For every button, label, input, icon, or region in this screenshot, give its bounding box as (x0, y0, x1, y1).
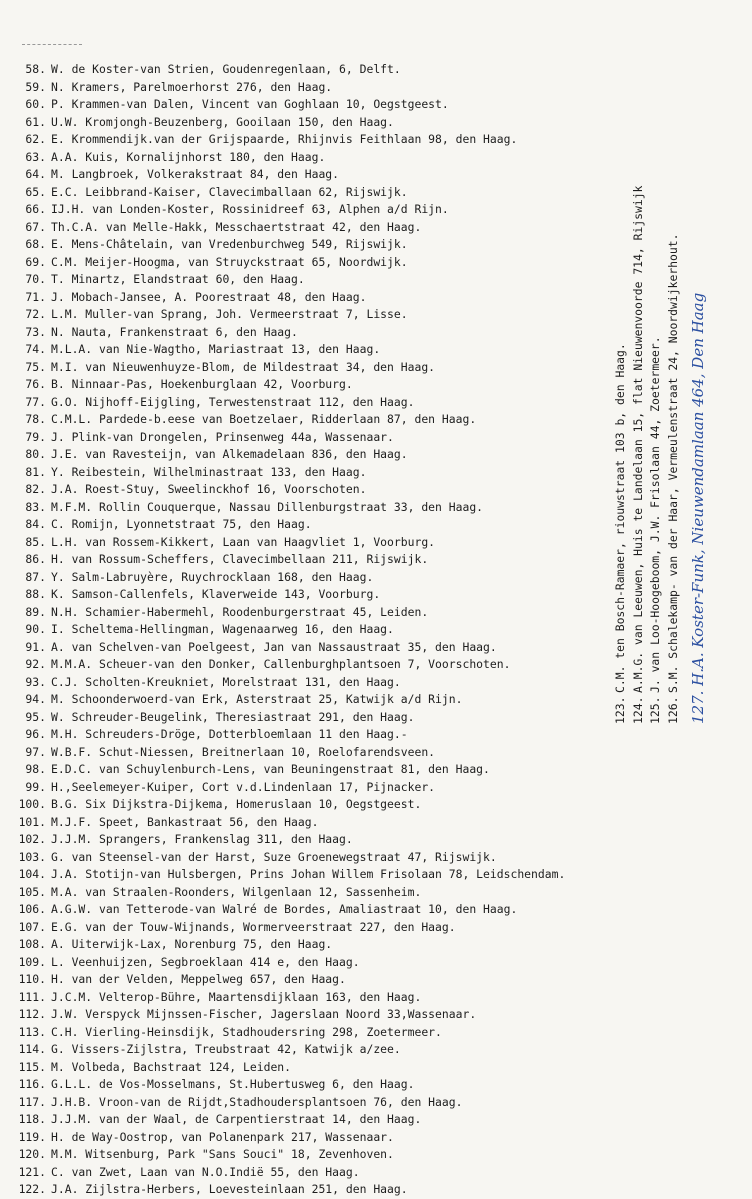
entry-number: 93. (25, 674, 46, 689)
entry-number: 115. (18, 1059, 46, 1074)
entry-text: A. Uiterwijk-Lax, Norenburg 75, den Haag. (51, 937, 333, 951)
list-item (18, 691, 638, 709)
entry-text: M.A. van Straalen-Roonders, Wilgenlaan 12, Sassenheim. (51, 884, 422, 899)
entry-text: Y. Reibestein, Wilhelminastraat 133, den Haag. (51, 464, 367, 479)
entry-text: E.C. Leibbrand-Kaiser, Clavecimballaan 62, Rijswijk. (51, 184, 408, 199)
entry-text: J.J.M. Sprangers, Frankenslag 311, den Haag. (51, 832, 353, 846)
list-item (18, 1164, 638, 1182)
list-item (665, 24, 683, 724)
list-item (18, 1094, 638, 1112)
entry-text: C.M.L. Pardede-b.eese van Boetzelaer, Ridderlaan 87, den Haag. (51, 412, 477, 426)
list-item (18, 674, 638, 692)
entry-text: C.J. Scholten-Kreukniet, Morelstraat 131, den Haag. (51, 674, 401, 689)
entry-number: 116. (18, 1077, 46, 1091)
entry-number: 97. (25, 744, 46, 759)
list-item (18, 236, 638, 254)
entry-number: 62. (25, 132, 46, 146)
entry-number: 109. (18, 954, 46, 969)
entry-text: W.B.F. Schut-Niessen, Breitnerlaan 10, Roelofarendsveen. (51, 744, 436, 759)
list-item (18, 394, 638, 412)
entry-number: 98. (25, 762, 46, 776)
entry-number: 73. (25, 324, 46, 339)
entry-number: 61. (25, 114, 46, 129)
list-item (612, 24, 630, 724)
entry-number: 101. (18, 814, 46, 829)
entry-number: 117. (18, 1094, 46, 1109)
entry-text: K. Samson-Callenfels, Klaverweide 143, Voorburg. (51, 587, 381, 601)
entry-number: 90. (25, 622, 46, 636)
entry-number: 83. (25, 499, 46, 514)
list-item (630, 24, 648, 724)
entry-text: U.W. Kromjongh-Beuzenberg, Gooilaan 150, den Haag. (51, 114, 394, 129)
list-item (18, 481, 638, 499)
list-item (18, 1129, 638, 1147)
entry-number: 95. (25, 709, 46, 724)
entry-text: G. van Steensel-van der Harst, Suze Groenewegstraat 47, Rijswijk. (51, 849, 497, 864)
entry-text: J.C.M. Velterop-Bühre, Maartensdijklaan 163, den Haag. (51, 989, 422, 1004)
list-item (18, 639, 638, 657)
list-item (18, 551, 638, 569)
entry-text: J. van Loo-Hoogeboom, J.W. Frisolaan 44, Zoetermeer. (648, 336, 662, 693)
entry-number: 110. (18, 972, 46, 986)
entry-text: T. Minartz, Elandstraat 60, den Haag. (51, 272, 305, 286)
list-item (18, 919, 638, 937)
list-item (18, 586, 638, 604)
handwritten-note: 127. H.A. Koster-Funk, Nieuwendamlaan 464, Den Haag (689, 292, 707, 724)
list-item (18, 849, 638, 867)
list-item (18, 96, 638, 114)
list-item (18, 411, 638, 429)
list-item (18, 114, 638, 132)
entry-text: J. Mobach-Jansee, A. Poorestraat 48, den Haag. (51, 289, 367, 304)
entry-number: 107. (18, 919, 46, 934)
list-item (18, 79, 638, 97)
entry-number: 106. (18, 902, 46, 916)
list-item (18, 1146, 638, 1164)
list-item (18, 866, 638, 884)
entry-number: 72. (25, 307, 46, 321)
entry-text: IJ.H. van Londen-Koster, Rossinidreef 63, Alphen a/d Rijn. (51, 202, 449, 216)
list-item (18, 166, 638, 184)
entry-number: 105. (18, 884, 46, 899)
list-item (18, 1041, 638, 1059)
list-item (18, 779, 638, 797)
entry-text: J.J.M. van der Waal, de Carpentierstraat 14, den Haag. (51, 1112, 422, 1126)
entry-number: 75. (25, 359, 46, 374)
entry-text: A.M.G. van Leeuwen, Huis te Landelaan 15, flat Nieuwenvoorde 714, Rijswijk (630, 185, 645, 693)
entry-text: C.H. Vierling-Heinsdijk, Stadhoudersring 298, Zoetermeer. (51, 1024, 442, 1039)
entry-number: 108. (18, 937, 46, 951)
list-item (18, 131, 638, 149)
list-item (18, 796, 638, 814)
list-item (18, 534, 638, 552)
entry-text: L. Veenhuijzen, Segbroeklaan 414 e, den Haag. (51, 954, 360, 969)
entry-number: 114. (18, 1042, 46, 1056)
entry-text: J.A. Roest-Stuy, Sweelinckhof 16, Voorschoten. (51, 482, 367, 496)
entry-text: H.,Seelemeyer-Kuiper, Cort v.d.Lindenlaan 17, Pijnacker. (51, 779, 436, 794)
list-item (18, 201, 638, 219)
entry-number: 60. (25, 97, 46, 111)
entry-number: 121. (18, 1164, 46, 1179)
entry-number: 91. (25, 639, 46, 654)
list-item (18, 1111, 638, 1129)
list-item (18, 604, 638, 622)
entry-number: 124. (630, 696, 645, 724)
entry-number: 111. (18, 989, 46, 1004)
entry-number: 65. (25, 184, 46, 199)
list-item (18, 219, 638, 237)
entry-text: J.E. van Ravesteijn, van Alkemadelaan 836, den Haag. (51, 447, 408, 461)
entry-text: M.J.F. Speet, Bankastraat 56, den Haag. (51, 814, 319, 829)
list-item (18, 184, 638, 202)
list-item (18, 464, 638, 482)
entry-number: 104. (18, 867, 46, 881)
entry-number: 67. (25, 219, 46, 234)
entry-number: 63. (25, 149, 46, 164)
entry-text: W. Schreuder-Beugelink, Theresiastraat 291, den Haag. (51, 709, 415, 724)
entry-text: G.L.L. de Vos-Mosselmans, St.Hubertusweg 6, den Haag. (51, 1077, 415, 1091)
entry-number: 68. (25, 237, 46, 251)
list-item (18, 621, 638, 639)
list-item (18, 1059, 638, 1077)
entry-text: L.M. Muller-van Sprang, Joh. Vermeerstraat 7, Lisse. (51, 307, 408, 321)
entry-text: M. Volbeda, Bachstraat 124, Leiden. (51, 1059, 292, 1074)
list-item (18, 761, 638, 779)
list-item (647, 24, 665, 724)
entry-number: 78. (25, 412, 46, 426)
entry-text: E. Mens-Châtelain, van Vredenburchweg 549, Rijswijk. (51, 237, 408, 251)
entry-text: W. de Koster-van Strien, Goudenregenlaan, 6, Delft. (51, 62, 401, 76)
entry-number: 76. (25, 377, 46, 391)
entry-text: G. Vissers-Zijlstra, Treubstraat 42, Katwijk a/zee. (51, 1042, 401, 1056)
list-item (18, 271, 638, 289)
entry-text: C.M. Meijer-Hoogma, van Struyckstraat 65, Noordwijk. (51, 254, 408, 269)
list-item (18, 831, 638, 849)
list-item (18, 341, 638, 359)
list-item (18, 376, 638, 394)
entry-number: 100. (18, 797, 46, 811)
list-item (18, 289, 638, 307)
list-item (18, 429, 638, 447)
entry-text: M. Langbroek, Volkerakstraat 84, den Haag. (51, 167, 340, 181)
entry-text: S.M. Schalekamp- van der Haar, Vermeulenstraat 24, Noordwijkerhout. (665, 233, 680, 693)
entry-text: N. Nauta, Frankenstraat 6, den Haag. (51, 324, 298, 339)
entry-text: J.H.B. Vroon-van de Rijdt,Stadhoudersplantsoen 76, den Haag. (51, 1094, 463, 1109)
entry-number: 113. (18, 1024, 46, 1039)
entry-text: B.G. Six Dijkstra-Dijkema, Homeruslaan 10, Oegstgeest. (51, 797, 422, 811)
entry-text: J.W. Verspyck Mijnssen-Fischer, Jagerslaan Noord 33,Wassenaar. (51, 1007, 477, 1021)
entry-text: I. Scheltema-Hellingman, Wagenaarweg 16, den Haag. (51, 622, 394, 636)
list-item (18, 569, 638, 587)
entry-text: M.M. Witsenburg, Park "Sans Souci" 18, Zevenhoven. (51, 1147, 394, 1161)
entry-number: 120. (18, 1147, 46, 1161)
list-item (18, 709, 638, 727)
punch-line (22, 44, 82, 45)
entry-text: E.G. van der Touw-Wijnands, Wormerveerstraat 227, den Haag. (51, 919, 456, 934)
entry-text: M. Schoonderwoerd-van Erk, Asterstraat 25, Katwijk a/d Rijn. (51, 692, 463, 706)
entry-text: M.M.A. Scheuer-van den Donker, Callenburghplantsoen 7, Voorschoten. (51, 657, 511, 671)
entry-number: 66. (25, 202, 46, 216)
entry-text: G.O. Nijhoff-Eijgling, Terwestenstraat 112, den Haag. (51, 394, 415, 409)
entry-number: 92. (25, 657, 46, 671)
entry-number: 125. (648, 696, 662, 724)
entry-text: E.D.C. van Schuylenburch-Lens, van Beuningenstraat 81, den Haag. (51, 762, 490, 776)
entry-text: N. Kramers, Parelmoerhorst 276, den Haag. (51, 79, 333, 94)
entry-number: 77. (25, 394, 46, 409)
entry-number: 82. (25, 482, 46, 496)
rotated-margin-list (612, 24, 732, 724)
entry-number: 102. (18, 832, 46, 846)
entry-text: H. van der Velden, Meppelweg 657, den Haag. (51, 972, 346, 986)
list-item (18, 499, 638, 517)
entry-number: 103. (18, 849, 46, 864)
entry-number: 84. (25, 517, 46, 531)
list-item (18, 744, 638, 762)
entry-number: 74. (25, 342, 46, 356)
list-item (18, 516, 638, 534)
entry-number: 88. (25, 587, 46, 601)
entry-number: 81. (25, 464, 46, 479)
entry-number: 122. (18, 1182, 46, 1196)
entry-number: 119. (18, 1129, 46, 1144)
entry-text: C.M. ten Bosch-Ramaer, riouwstraat 103 b, den Haag. (613, 343, 627, 693)
entry-number: 87. (25, 569, 46, 584)
entry-text: J. Plink-van Drongelen, Prinsenweg 44a, Wassenaar. (51, 429, 394, 444)
list-item (18, 971, 638, 989)
list-item (18, 884, 638, 902)
entry-number: 79. (25, 429, 46, 444)
entry-text: H. van Rossum-Scheffers, Clavecimbellaan 211, Rijswijk. (51, 552, 429, 566)
entry-text: C. van Zwet, Laan van N.O.Indië 55, den Haag. (51, 1164, 360, 1179)
list-item (18, 1024, 638, 1042)
list-item (18, 359, 638, 377)
entry-text: J.A. Zijlstra-Herbers, Loevesteinlaan 251, den Haag. (51, 1182, 408, 1196)
entry-text: M.H. Schreuders-Dröge, Dotterbloemlaan 11 den Haag.- (51, 727, 408, 741)
entry-text: M.F.M. Rollin Couquerque, Nassau Dillenburgstraat 33, den Haag. (51, 499, 484, 514)
entry-text: P. Krammen-van Dalen, Vincent van Goghlaan 10, Oegstgeest. (51, 97, 449, 111)
list-item (18, 936, 638, 954)
entry-text: A.G.W. van Tetterode-van Walré de Bordes, Amaliastraat 10, den Haag. (51, 902, 518, 916)
entry-text: Y. Salm-Labruyère, Ruychrocklaan 168, den Haag. (51, 569, 374, 584)
list-item (18, 954, 638, 972)
entry-text: C. Romijn, Lyonnetstraat 75, den Haag. (51, 517, 312, 531)
entry-number: 59. (25, 79, 46, 94)
entry-text: Th.C.A. van Melle-Hakk, Messchaertstraat 42, den Haag. (51, 219, 422, 234)
list-item (18, 149, 638, 167)
entry-text: M.L.A. van Nie-Wagtho, Mariastraat 13, den Haag. (51, 342, 381, 356)
entry-text: M.I. van Nieuwenhuyze-Blom, de Mildestraat 34, den Haag. (51, 359, 436, 374)
list-item (18, 656, 638, 674)
entry-text: L.H. van Rossem-Kikkert, Laan van Haagvliet 1, Voorburg. (51, 534, 436, 549)
entry-number: 126. (665, 696, 680, 724)
member-list (18, 61, 638, 1199)
entry-text: H. de Way-Oostrop, van Polanenpark 217, Wassenaar. (51, 1129, 394, 1144)
entry-number: 86. (25, 552, 46, 566)
entry-number: 58. (25, 62, 46, 76)
entry-number: 85. (25, 534, 46, 549)
list-item (18, 306, 638, 324)
list-item (18, 1181, 638, 1199)
list-item (18, 254, 638, 272)
list-item (18, 1076, 638, 1094)
entry-text: J.A. Stotijn-van Hulsbergen, Prins Johan Willem Frisolaan 78, Leidschendam. (51, 867, 566, 881)
list-item (18, 726, 638, 744)
entry-number: 89. (25, 604, 46, 619)
list-item (18, 446, 638, 464)
entry-number: 71. (25, 289, 46, 304)
entry-text: E. Krommendijk.van der Grijspaarde, Rhijnvis Feithlaan 98, den Haag. (51, 132, 518, 146)
list-item (18, 1006, 638, 1024)
list-item (18, 814, 638, 832)
list-item (18, 61, 638, 79)
entry-number: 96. (25, 727, 46, 741)
entry-number: 112. (18, 1007, 46, 1021)
entry-text: N.H. Schamier-Habermehl, Roodenburgerstraat 45, Leiden. (51, 604, 429, 619)
entry-number: 64. (25, 167, 46, 181)
entry-number: 123. (613, 696, 627, 724)
entry-number: 118. (18, 1112, 46, 1126)
entry-number: 70. (25, 272, 46, 286)
entry-text: A.A. Kuis, Kornalijnhorst 180, den Haag. (51, 149, 326, 164)
entry-number: 80. (25, 447, 46, 461)
list-item (18, 324, 638, 342)
list-item (18, 989, 638, 1007)
entry-number: 94. (25, 692, 46, 706)
entry-text: B. Ninnaar-Pas, Hoekenburglaan 42, Voorburg. (51, 377, 353, 391)
entry-number: 69. (25, 254, 46, 269)
list-item (18, 901, 638, 919)
entry-number: 99. (25, 779, 46, 794)
entry-text: A. van Schelven-van Poelgeest, Jan van Nassaustraat 35, den Haag. (51, 639, 497, 654)
